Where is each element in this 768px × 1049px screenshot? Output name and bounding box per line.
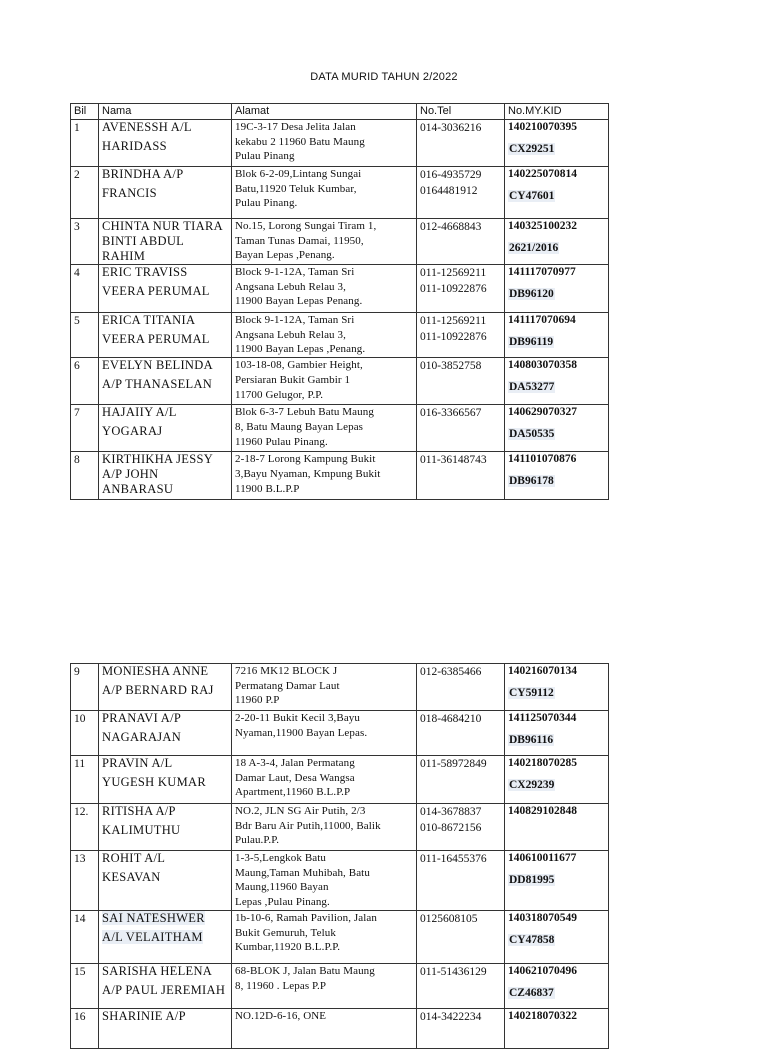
alamat-line: Pulau.P.P. xyxy=(235,834,280,847)
header-alamat: Alamat xyxy=(232,104,417,120)
alamat-line: Pulau Pinang. xyxy=(235,197,298,210)
cell-nama xyxy=(99,963,232,1008)
table-row xyxy=(71,804,609,851)
alamat-line: 11900 B.L.P.P xyxy=(235,482,300,495)
page-title: DATA MURID TAHUN 2/2022 xyxy=(310,71,458,83)
tel-line: 012-6385466 xyxy=(420,666,482,678)
alamat-line: 1-3-5,Lengkok Batu xyxy=(235,852,327,864)
alamat-line: Maung,Taman Muhibah, Batu xyxy=(235,866,370,879)
kid-code-text: CX29239 xyxy=(509,779,555,791)
cell-tel xyxy=(417,910,505,963)
cell-alamat xyxy=(232,358,417,405)
cell-nama xyxy=(99,910,232,963)
alamat-line: 11960 P.P xyxy=(235,694,280,707)
nama-line: PRAVIN A/L xyxy=(102,756,173,770)
alamat-line: Block 9-1-12A, Taman Sri xyxy=(235,314,355,326)
kid-code xyxy=(508,142,605,157)
kid-number: 140325100232 xyxy=(508,220,577,232)
table-row xyxy=(71,313,609,358)
nama-line: ANBARASU xyxy=(102,482,174,497)
alamat-line: Block 9-1-12A, Taman Sri xyxy=(235,266,355,278)
tel-line: 011-12569211 xyxy=(420,315,487,327)
nama-line: A/P JOHN xyxy=(102,467,159,482)
cell-kid xyxy=(505,711,609,756)
tel-line: 0164481912 xyxy=(420,185,478,197)
alamat-line: Bdr Baru Air Putih,11000, Balik xyxy=(235,819,381,832)
alamat-line: Angsana Lebuh Relau 3, xyxy=(235,328,346,341)
alamat-line: 18 A-3-4, Jalan Permatang xyxy=(235,757,355,769)
cell-nama xyxy=(99,851,232,911)
alamat-line: Angsana Lebuh Relau 3, xyxy=(235,280,346,293)
cell-kid xyxy=(505,405,609,452)
tel-line: 011-16455376 xyxy=(420,853,487,865)
kid-number: 140629070327 xyxy=(508,406,577,419)
nama-line: YOGARAJ xyxy=(102,424,163,439)
kid-code-text: CX29251 xyxy=(509,143,555,155)
alamat-line: Blok 6-3-7 Lebuh Batu Maung xyxy=(235,406,374,419)
kid-code xyxy=(508,335,605,350)
kid-number: 140803070358 xyxy=(508,359,577,372)
kid-code xyxy=(508,933,605,948)
nama-line: VEERA PERUMAL xyxy=(102,284,210,298)
kid-code-text: DA53277 xyxy=(509,381,555,394)
alamat-line: 11900 Bayan Lepas Penang. xyxy=(235,295,363,308)
alamat-line: 68-BLOK J, Jalan Batu Maung xyxy=(235,964,375,977)
kid-number: 140610011677 xyxy=(508,852,577,864)
nama-line: YUGESH KUMAR xyxy=(102,775,206,789)
table-row xyxy=(71,851,609,911)
cell-alamat xyxy=(232,265,417,313)
nama-line: RITISHA A/P xyxy=(102,804,176,818)
tel-line: 0125608105 xyxy=(420,912,478,925)
kid-code-text: DA50535 xyxy=(509,428,555,441)
nama-line: AVENESSH A/L xyxy=(102,120,192,134)
nama-line: MONIESHA ANNE xyxy=(102,664,209,678)
student-table-2 xyxy=(70,663,609,1049)
cell-nama xyxy=(99,1008,232,1048)
alamat-line: 3,Bayu Nyaman, Kmpung Bukit xyxy=(235,467,381,480)
alamat-line: Bukit Gemuruh, Teluk xyxy=(235,926,336,939)
nama-text: A/L VELAITHAM xyxy=(102,929,203,944)
alamat-line: No.15, Lorong Sungai Tiram 1, xyxy=(235,220,377,232)
tel-line: 016-3366567 xyxy=(420,407,482,420)
cell-bil: 14 xyxy=(71,910,99,963)
kid-code-text: DB96120 xyxy=(509,288,554,300)
alamat-line: 11700 Gelugor, P.P. xyxy=(235,388,324,401)
tel-line: 014-3678837 xyxy=(420,806,482,818)
tel-line: 011-12569211 xyxy=(420,267,487,279)
cell-alamat xyxy=(232,804,417,851)
kid-number: 141117070977 xyxy=(508,266,576,278)
kid-code-text: CZ46837 xyxy=(509,986,554,999)
cell-tel xyxy=(417,804,505,851)
alamat-line: 2-18-7 Lorong Kampung Bukit xyxy=(235,453,376,466)
cell-nama xyxy=(99,313,232,358)
kid-number: 140218070322 xyxy=(508,1009,577,1022)
table-row xyxy=(71,910,609,963)
cell-nama xyxy=(99,664,232,711)
cell-bil: 2 xyxy=(71,167,99,219)
cell-kid xyxy=(505,452,609,500)
cell-alamat xyxy=(232,851,417,911)
kid-number: 141101070876 xyxy=(508,453,577,466)
tel-line: 018-4684210 xyxy=(420,713,482,725)
cell-bil: 13 xyxy=(71,851,99,911)
cell-tel xyxy=(417,1008,505,1048)
kid-code xyxy=(508,241,605,256)
table-row xyxy=(71,711,609,756)
kid-number: 140829102848 xyxy=(508,805,577,817)
nama-line: SARISHA HELENA xyxy=(102,963,213,978)
cell-kid xyxy=(505,1008,609,1048)
cell-bil: 11 xyxy=(71,756,99,804)
tel-line: 014-3422234 xyxy=(420,1010,482,1023)
kid-code-text: CY59112 xyxy=(509,687,554,699)
cell-bil: 5 xyxy=(71,313,99,358)
cell-alamat xyxy=(232,313,417,358)
nama-line: BRINDHA A/P xyxy=(102,167,184,181)
nama-line: RAHIM xyxy=(102,249,146,263)
nama-line xyxy=(102,926,228,949)
cell-tel xyxy=(417,756,505,804)
alamat-line: Taman Tunas Damai, 11950, xyxy=(235,234,364,247)
cell-kid xyxy=(505,664,609,711)
kid-code xyxy=(508,733,605,748)
nama-line: HAJAIIY A/L xyxy=(102,405,177,420)
cell-kid xyxy=(505,756,609,804)
kid-code xyxy=(508,189,605,204)
alamat-line: 19C-3-17 Desa Jelita Jalan xyxy=(235,121,356,133)
alamat-line: 7216 MK12 BLOCK J xyxy=(235,665,338,677)
cell-alamat xyxy=(232,1008,417,1048)
cell-kid xyxy=(505,851,609,911)
cell-bil: 6 xyxy=(71,358,99,405)
nama-line: CHINTA NUR TIARA xyxy=(102,219,223,233)
table-row xyxy=(71,219,609,265)
cell-alamat xyxy=(232,664,417,711)
tel-line: 012-4668843 xyxy=(420,221,482,233)
kid-code-text: CY47858 xyxy=(509,933,555,946)
kid-code xyxy=(508,427,605,442)
cell-tel xyxy=(417,405,505,452)
cell-bil: 3 xyxy=(71,219,99,265)
cell-nama xyxy=(99,452,232,500)
header-bil: Bil xyxy=(71,104,99,120)
nama-line: VEERA PERUMAL xyxy=(102,332,210,346)
cell-nama xyxy=(99,405,232,452)
table-row xyxy=(71,358,609,405)
alamat-line: Apartment,11960 B.L.P.P xyxy=(235,786,351,799)
alamat-line: Maung,11960 Bayan xyxy=(235,881,329,894)
cell-tel xyxy=(417,851,505,911)
tel-line: 016-4935729 xyxy=(420,169,482,181)
nama-line: ERICA TITANIA xyxy=(102,313,196,327)
alamat-line: 11960 Pulau Pinang. xyxy=(235,435,328,448)
cell-nama xyxy=(99,756,232,804)
table-row xyxy=(71,1008,609,1048)
alamat-line: 103-18-08, Gambier Height, xyxy=(235,359,363,372)
cell-nama xyxy=(99,358,232,405)
kid-code xyxy=(508,380,605,395)
cell-kid xyxy=(505,167,609,219)
table-row xyxy=(71,120,609,167)
nama-line: A/P THANASELAN xyxy=(102,377,213,392)
kid-code xyxy=(508,873,605,888)
table-row xyxy=(71,664,609,711)
kid-code-text: DB96178 xyxy=(509,475,554,488)
cell-tel xyxy=(417,664,505,711)
alamat-line: Persiaran Bukit Gambir 1 xyxy=(235,373,351,386)
header-tel: No.Tel xyxy=(417,104,505,120)
table-row xyxy=(71,756,609,804)
kid-number: 141117070694 xyxy=(508,314,576,326)
nama-line: FRANCIS xyxy=(102,186,157,200)
cell-nama xyxy=(99,711,232,756)
kid-number: 141125070344 xyxy=(508,712,577,724)
nama-line: BINTI ABDUL xyxy=(102,234,185,248)
nama-line: KALIMUTHU xyxy=(102,823,181,837)
cell-kid xyxy=(505,120,609,167)
table-row xyxy=(71,405,609,452)
cell-nama xyxy=(99,219,232,265)
nama-line: HARIDASS xyxy=(102,139,167,153)
tel-line: 014-3036216 xyxy=(420,122,482,134)
cell-bil: 15 xyxy=(71,963,99,1008)
cell-alamat xyxy=(232,120,417,167)
kid-code xyxy=(508,778,605,793)
cell-tel xyxy=(417,120,505,167)
cell-kid xyxy=(505,265,609,313)
cell-tel xyxy=(417,358,505,405)
cell-kid xyxy=(505,910,609,963)
cell-kid xyxy=(505,963,609,1008)
cell-alamat xyxy=(232,405,417,452)
cell-bil: 1 xyxy=(71,120,99,167)
nama-line: A/P BERNARD RAJ xyxy=(102,683,214,697)
kid-code xyxy=(508,986,605,1001)
alamat-line: NO.2, JLN SG Air Putih, 2/3 xyxy=(235,805,366,817)
kid-number: 140218070285 xyxy=(508,757,577,769)
nama-line: EVELYN BELINDA xyxy=(102,358,213,373)
cell-alamat xyxy=(232,756,417,804)
cell-alamat xyxy=(232,219,417,265)
cell-kid xyxy=(505,219,609,265)
alamat-line: Lepas ,Pulau Pinang. xyxy=(235,896,330,909)
cell-tel xyxy=(417,265,505,313)
cell-kid xyxy=(505,313,609,358)
kid-number: 140225070814 xyxy=(508,168,577,180)
kid-code-text: DB96116 xyxy=(509,734,554,746)
kid-code-text: CY47601 xyxy=(509,190,555,202)
header-kid: No.MY.KID xyxy=(505,104,609,120)
cell-bil: 8 xyxy=(71,452,99,500)
cell-alamat xyxy=(232,167,417,219)
table-header-row xyxy=(71,104,609,120)
cell-bil: 4 xyxy=(71,265,99,313)
kid-number: 140621070496 xyxy=(508,964,577,977)
kid-number: 140210070395 xyxy=(508,121,577,133)
alamat-line: Kumbar,11920 B.L.P.P. xyxy=(235,941,341,954)
cell-bil: 10 xyxy=(71,711,99,756)
header-nama: Nama xyxy=(99,104,232,120)
nama-text: SAI NATESHWER xyxy=(102,910,205,925)
cell-bil: 16 xyxy=(71,1008,99,1048)
alamat-line: 1b-10-6, Ramah Pavilion, Jalan xyxy=(235,911,378,924)
nama-line: SHARINIE A/P xyxy=(102,1008,186,1023)
alamat-line: 2-20-11 Bukit Kecil 3,Bayu xyxy=(235,712,361,724)
alamat-line: NO.12D-6-16, ONE xyxy=(235,1009,327,1022)
tel-line: 011-10922876 xyxy=(420,283,487,295)
cell-alamat xyxy=(232,963,417,1008)
nama-line: KESAVAN xyxy=(102,870,161,884)
cell-bil: 9 xyxy=(71,664,99,711)
student-table-1 xyxy=(70,103,609,500)
table-row xyxy=(71,963,609,1008)
alamat-line: Batu,11920 Teluk Kumbar, xyxy=(235,182,357,195)
tel-line: 010-8672156 xyxy=(420,822,482,834)
alamat-line: Permatang Damar Laut xyxy=(235,679,340,692)
tel-line: 011-58972849 xyxy=(420,758,487,770)
table-row xyxy=(71,452,609,500)
tel-line: 011-10922876 xyxy=(420,331,487,343)
kid-number: 140318070549 xyxy=(508,911,577,924)
cell-nama xyxy=(99,167,232,219)
kid-code xyxy=(508,287,605,302)
tel-line: 011-36148743 xyxy=(420,454,487,467)
cell-tel xyxy=(417,452,505,500)
cell-tel xyxy=(417,963,505,1008)
cell-bil: 7 xyxy=(71,405,99,452)
alamat-line: Bayan Lepas ,Penang. xyxy=(235,249,335,262)
cell-tel xyxy=(417,219,505,265)
nama-line: KIRTHIKHA JESSY xyxy=(102,452,214,467)
cell-nama xyxy=(99,120,232,167)
nama-line: PRANAVI A/P xyxy=(102,711,182,725)
cell-nama xyxy=(99,265,232,313)
cell-kid xyxy=(505,358,609,405)
nama-line: A/P PAUL JEREMIAH xyxy=(102,982,226,997)
alamat-line: Pulau Pinang xyxy=(235,150,295,163)
alamat-line: 11900 Bayan Lepas ,Penang. xyxy=(235,343,366,356)
cell-bil: 12. xyxy=(71,804,99,851)
kid-code-text: DB96119 xyxy=(509,336,554,348)
nama-line: NAGARAJAN xyxy=(102,730,182,744)
cell-alamat xyxy=(232,452,417,500)
alamat-line: kekabu 2 11960 Batu Maung xyxy=(235,135,365,148)
tel-line: 010-3852758 xyxy=(420,360,482,373)
tel-line: 011-51436129 xyxy=(420,965,487,978)
nama-line: ROHIT A/L xyxy=(102,851,166,865)
nama-line xyxy=(102,911,228,926)
table-row xyxy=(71,167,609,219)
kid-code-text: DD81995 xyxy=(509,874,555,886)
cell-alamat xyxy=(232,711,417,756)
kid-code-text: 2621/2016 xyxy=(509,242,559,254)
cell-tel xyxy=(417,313,505,358)
cell-nama xyxy=(99,804,232,851)
table-row xyxy=(71,265,609,313)
cell-kid xyxy=(505,804,609,851)
alamat-line: 8, 11960 . Lepas P.P xyxy=(235,979,327,992)
kid-number: 140216070134 xyxy=(508,665,577,677)
cell-alamat xyxy=(232,910,417,963)
alamat-line: Damar Laut, Desa Wangsa xyxy=(235,771,355,784)
alamat-line: 8, Batu Maung Bayan Lepas xyxy=(235,420,364,433)
cell-tel xyxy=(417,167,505,219)
alamat-line: Blok 6-2-09,Lintang Sungai xyxy=(235,168,362,180)
alamat-line: Nyaman,11900 Bayan Lepas. xyxy=(235,726,368,739)
kid-code xyxy=(508,474,605,489)
kid-code xyxy=(508,686,605,701)
nama-line: ERIC TRAVISS xyxy=(102,265,188,279)
cell-tel xyxy=(417,711,505,756)
